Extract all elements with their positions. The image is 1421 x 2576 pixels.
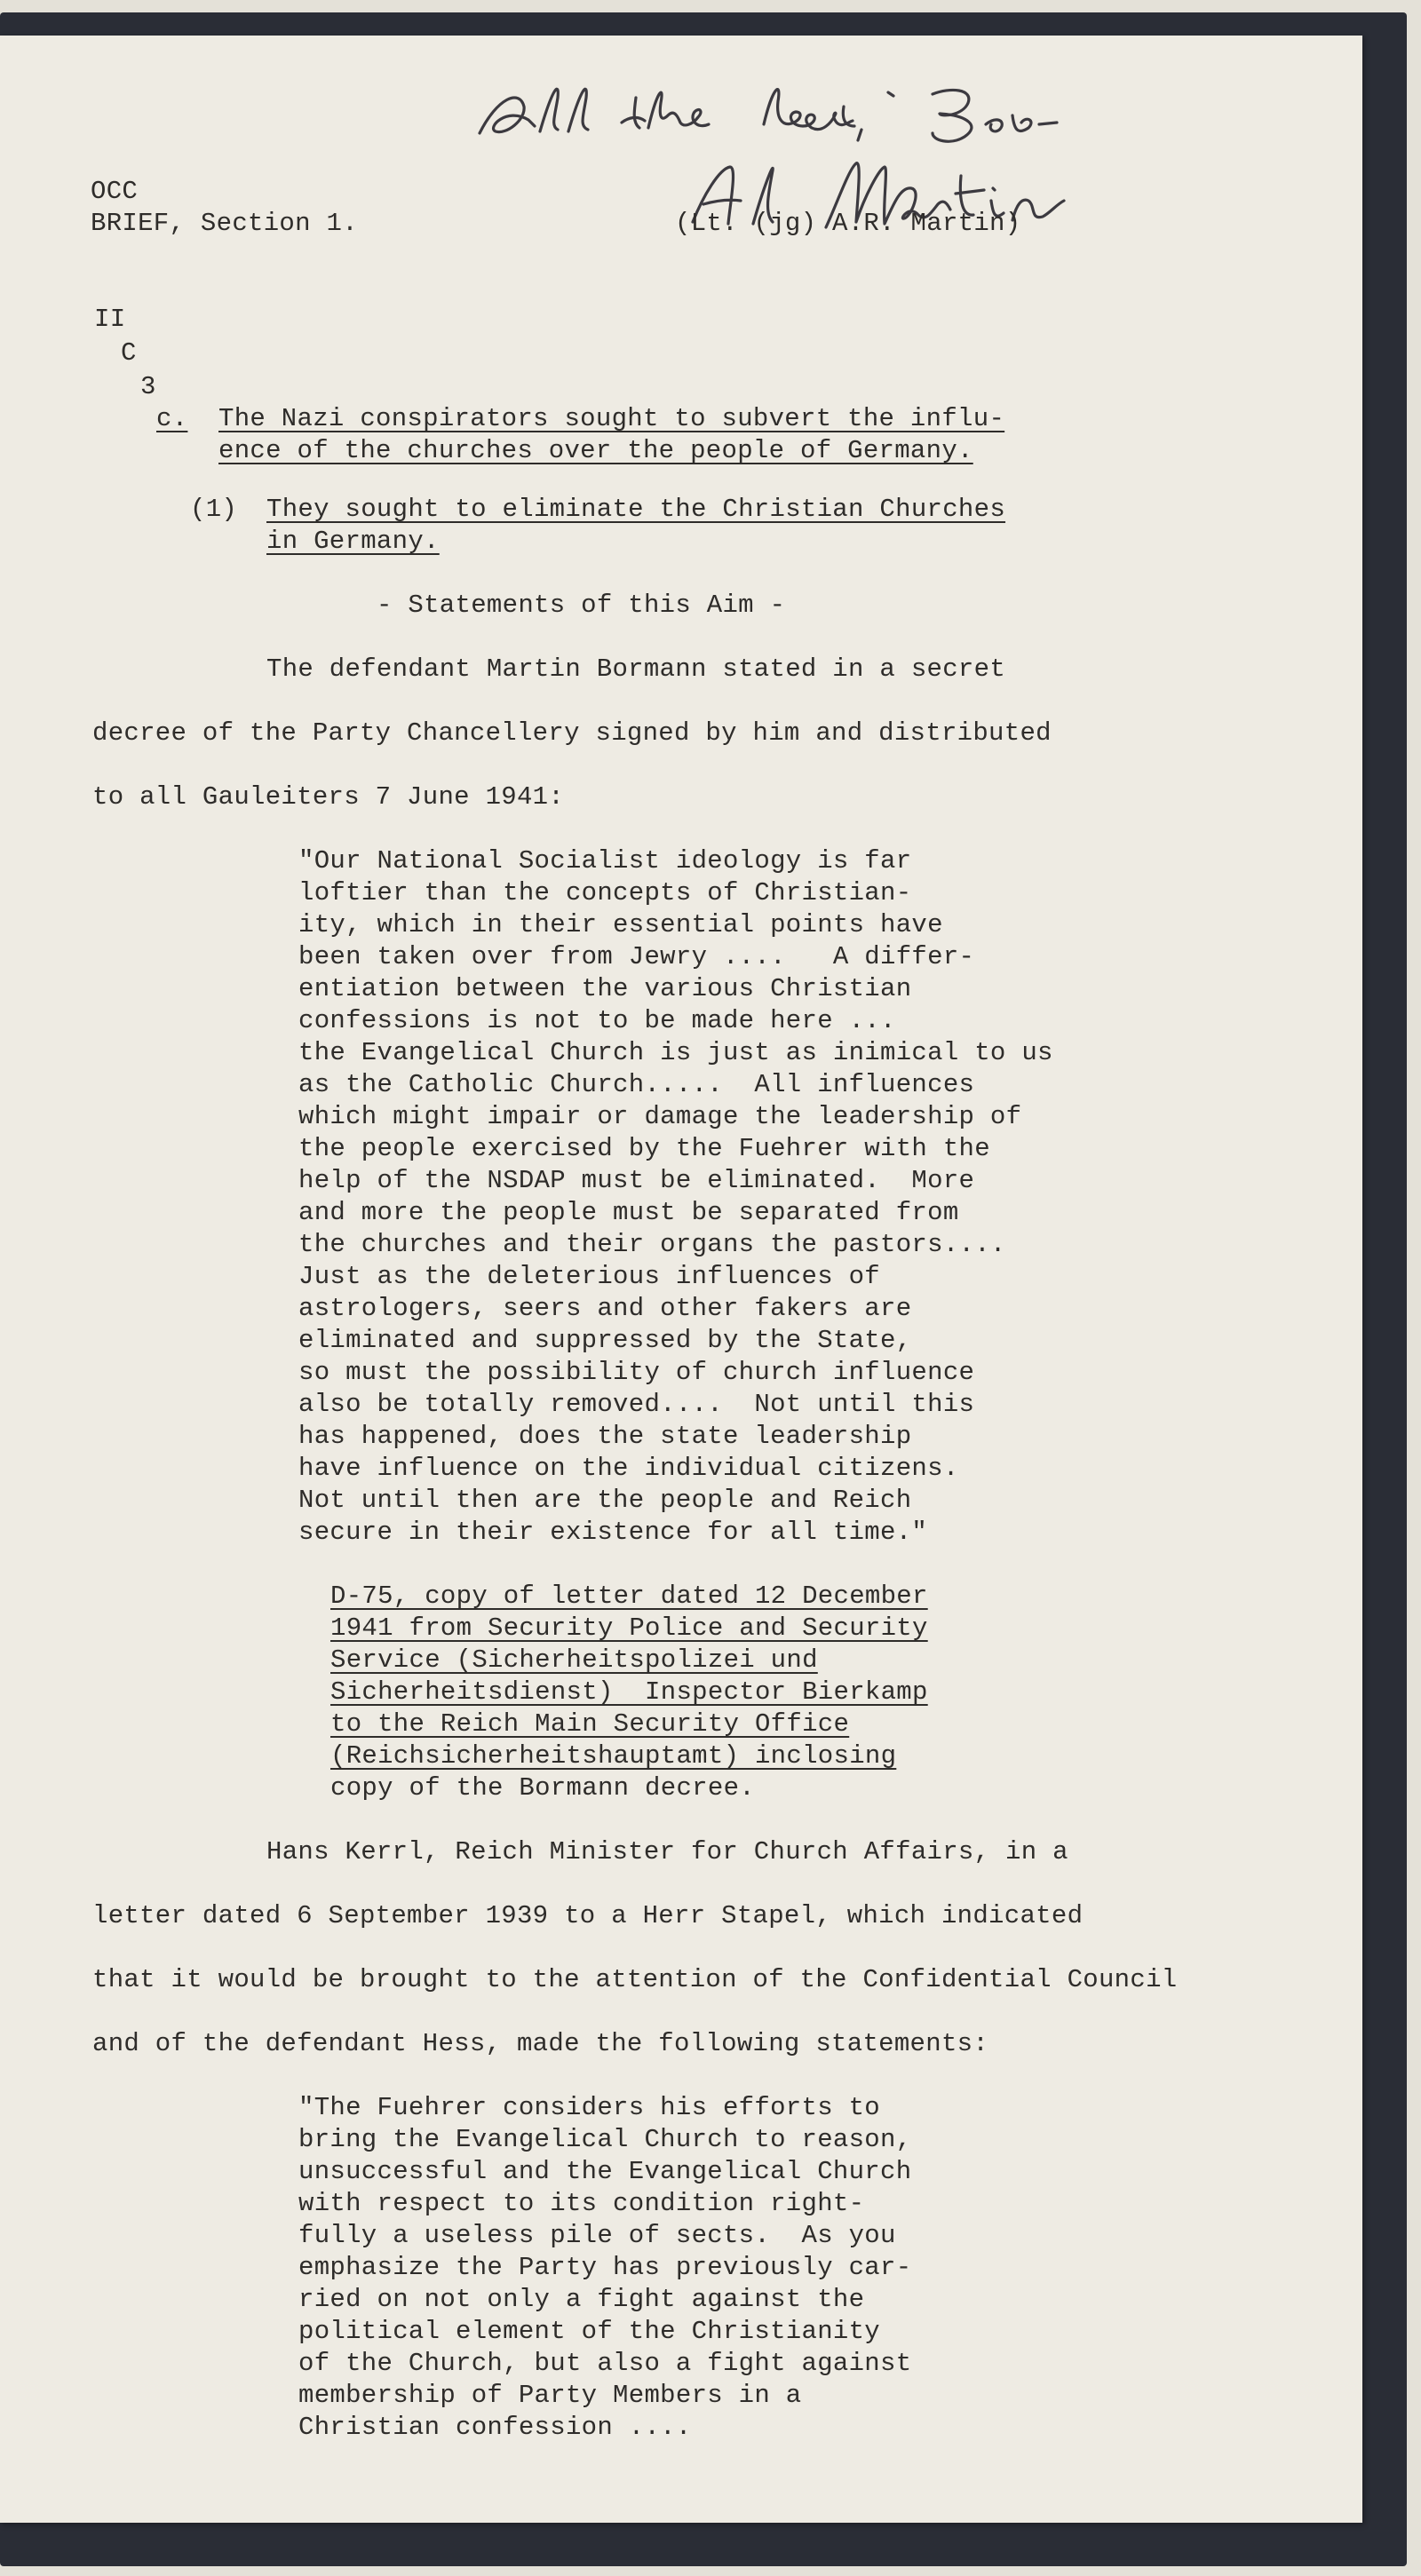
quote-line: astrologers, seers and other fakers are — [298, 1294, 912, 1323]
outline-roman: II — [94, 305, 126, 334]
quote-line: Not until then are the people and Reich — [298, 1486, 912, 1515]
citation-line: copy of the Bormann decree. — [330, 1773, 755, 1803]
citation-line: Sicherheitsdienst) Inspector Bierkamp — [330, 1677, 928, 1707]
quote-line: which might impair or damage the leadership of — [298, 1102, 1022, 1131]
quote-line: as the Catholic Church..... All influences — [298, 1070, 975, 1099]
quote-line: the people exercised by the Fuehrer with the — [298, 1134, 990, 1163]
quote-line: entiation between the various Christian — [298, 974, 912, 1003]
paragraph-line: that it would be brought to the attention of the Confidential Council — [92, 1965, 1178, 1994]
quote-line: of the Church, but also a fight against — [298, 2349, 912, 2378]
header-author: (Lt. (jg) A.R. Martin) — [675, 209, 1021, 238]
heading-line: The Nazi conspirators sought to subvert the influ- — [218, 404, 1005, 433]
quote-line: membership of Party Members in a — [298, 2381, 802, 2410]
header-brief: BRIEF, Section 1. — [91, 209, 358, 238]
quote-line: political element of the Christianity — [298, 2317, 881, 2346]
heading-line: ence of the churches over the people of Germany. — [218, 436, 973, 465]
quote-line: loftier than the concepts of Christian- — [298, 878, 912, 908]
outline-number: 3 — [140, 372, 156, 401]
quote-line: unsuccessful and the Evangelical Church — [298, 2157, 912, 2186]
quote-line: with respect to its condition right- — [298, 2189, 865, 2218]
subheading-line: They sought to eliminate the Christian Churches — [266, 495, 1006, 524]
paragraph-line: decree of the Party Chancellery signed by him and distributed — [92, 718, 1052, 748]
citation-line: to the Reich Main Security Office — [330, 1709, 850, 1739]
heading-marker: c. — [156, 404, 188, 433]
quote-line: so must the possibility of church influence — [298, 1358, 975, 1387]
quote-line: Christian confession .... — [298, 2413, 692, 2442]
citation-line: D-75, copy of letter dated 12 December — [330, 1581, 928, 1611]
quote-line: ried on not only a fight against the — [298, 2285, 865, 2314]
quote-line: and more the people must be separated from — [298, 1198, 959, 1227]
paragraph-line: to all Gauleiters 7 June 1941: — [92, 782, 565, 812]
outline-letter: C — [121, 338, 137, 368]
quote-line: also be totally removed.... Not until this — [298, 1390, 975, 1419]
quote-line: been taken over from Jewry .... A differ- — [298, 942, 975, 971]
citation-line: (Reichsicherheitshauptamt) inclosing — [330, 1741, 897, 1771]
section-title: - Statements of this Aim - — [377, 590, 786, 620]
header-org: OCC — [91, 177, 139, 206]
paragraph-line: letter dated 6 September 1939 to a Herr Stapel, which indicated — [92, 1901, 1084, 1930]
subheading-marker: (1) — [190, 495, 238, 524]
quote-line: ity, which in their essential points have — [298, 910, 943, 939]
citation-line: 1941 from Security Police and Security — [330, 1613, 928, 1643]
quote-line: have influence on the individual citizens. — [298, 1454, 959, 1483]
document-page — [0, 36, 1362, 2523]
quote-line: the Evangelical Church is just as inimical to us — [298, 1038, 1053, 1067]
paragraph-line: Hans Kerrl, Reich Minister for Church Affairs, in a — [266, 1837, 1068, 1867]
quote-line: emphasize the Party has previously car- — [298, 2253, 912, 2282]
paragraph-line: The defendant Martin Bormann stated in a secret — [266, 654, 1006, 684]
quote-line: confessions is not to be made here ... — [298, 1006, 896, 1035]
quote-line: help of the NSDAP must be eliminated. More — [298, 1166, 975, 1195]
quote-line: fully a useless pile of sects. As you — [298, 2221, 896, 2250]
quote-line: eliminated and suppressed by the State, — [298, 1326, 912, 1355]
quote-line: bring the Evangelical Church to reason, — [298, 2125, 912, 2154]
quote-line: the churches and their organs the pastors.... — [298, 1230, 1006, 1259]
subheading-line: in Germany. — [266, 527, 440, 556]
quote-line: Just as the deleterious influences of — [298, 1262, 881, 1291]
quote-line: "The Fuehrer considers his efforts to — [298, 2093, 881, 2122]
quote-line: has happened, does the state leadership — [298, 1422, 912, 1451]
quote-line: secure in their existence for all time." — [298, 1518, 928, 1547]
paragraph-line: and of the defendant Hess, made the following statements: — [92, 2029, 989, 2058]
quote-line: "Our National Socialist ideology is far — [298, 846, 912, 876]
citation-line: Service (Sicherheitspolizei und — [330, 1645, 818, 1675]
